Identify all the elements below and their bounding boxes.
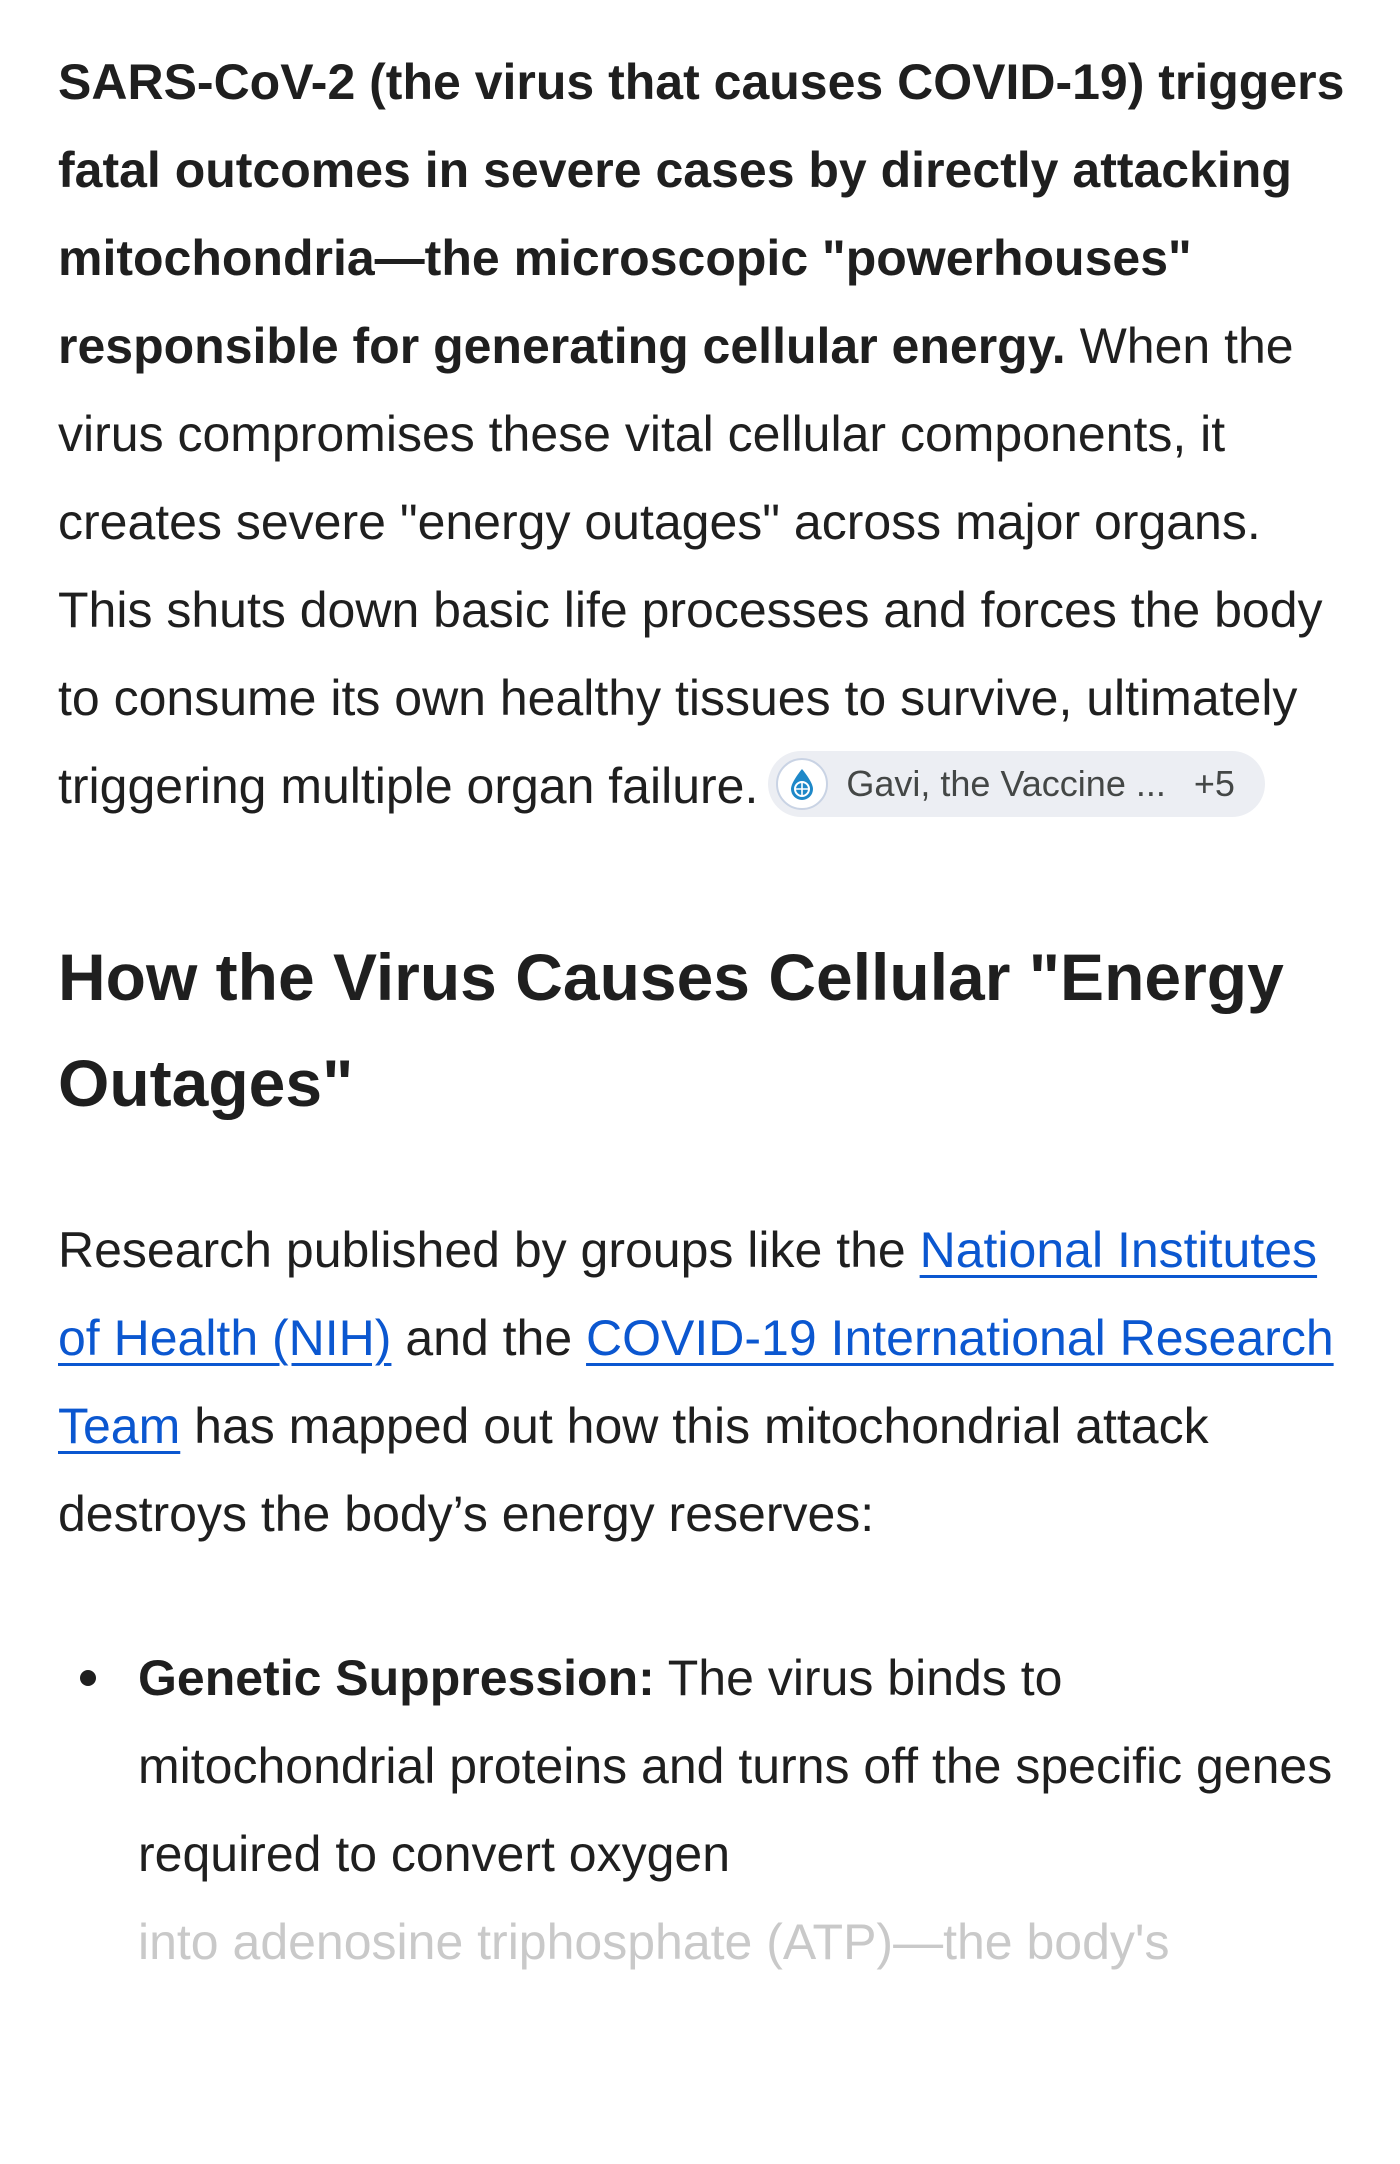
bullet-dot-icon	[80, 1670, 96, 1686]
covid-research-team-link[interactable]: COVID-19 International Research Team	[58, 1310, 1334, 1454]
research-text-1: Research published by groups like the	[58, 1222, 920, 1278]
bullet-faded-text	[138, 1898, 1348, 1970]
list-item	[58, 1634, 1348, 1970]
section-heading: How the Virus Causes Cellular "Energy Outages"	[58, 940, 1284, 1120]
source-chip-label: Gavi, the Vaccine ...	[846, 762, 1166, 804]
nih-link[interactable]: National Institutes of Health (NIH)	[58, 1222, 1318, 1366]
source-chip[interactable]	[768, 751, 1265, 817]
bullet-text: The virus binds to mitochondrial proteins and turns off the specific genes required to convert oxygen	[138, 1650, 1333, 1882]
bullet-title: Genetic Suppression:	[138, 1650, 655, 1706]
bullet-faded-text-content: into adenosine triphosphate (ATP)—the body's	[138, 1914, 1170, 1970]
article-content	[58, 38, 1348, 1970]
globe-drop-icon	[776, 758, 828, 810]
research-paragraph	[58, 1206, 1348, 1558]
intro-paragraph	[58, 38, 1348, 830]
intro-text: When the virus compromises these vital cellular components, it creates severe "energy outages" across major organs. This shuts down basic life processes and forces the body to consume its own healthy tissues to survive, ultimately triggering multiple organ failure.	[58, 318, 1323, 814]
source-chip-count: +5	[1193, 762, 1235, 804]
research-text-3: has mapped out how this mitochondrial attack destroys the body’s energy reserves:	[58, 1398, 1209, 1542]
intro-bold-text: SARS-CoV-2 (the virus that causes COVID-19) triggers fatal outcomes in severe cases by directly attacking mitochondria—the microscopic "powerhouses" responsible for generating cellular energy.	[58, 54, 1345, 374]
bullet-list	[58, 1634, 1348, 1970]
research-text-2: and the	[391, 1310, 587, 1366]
